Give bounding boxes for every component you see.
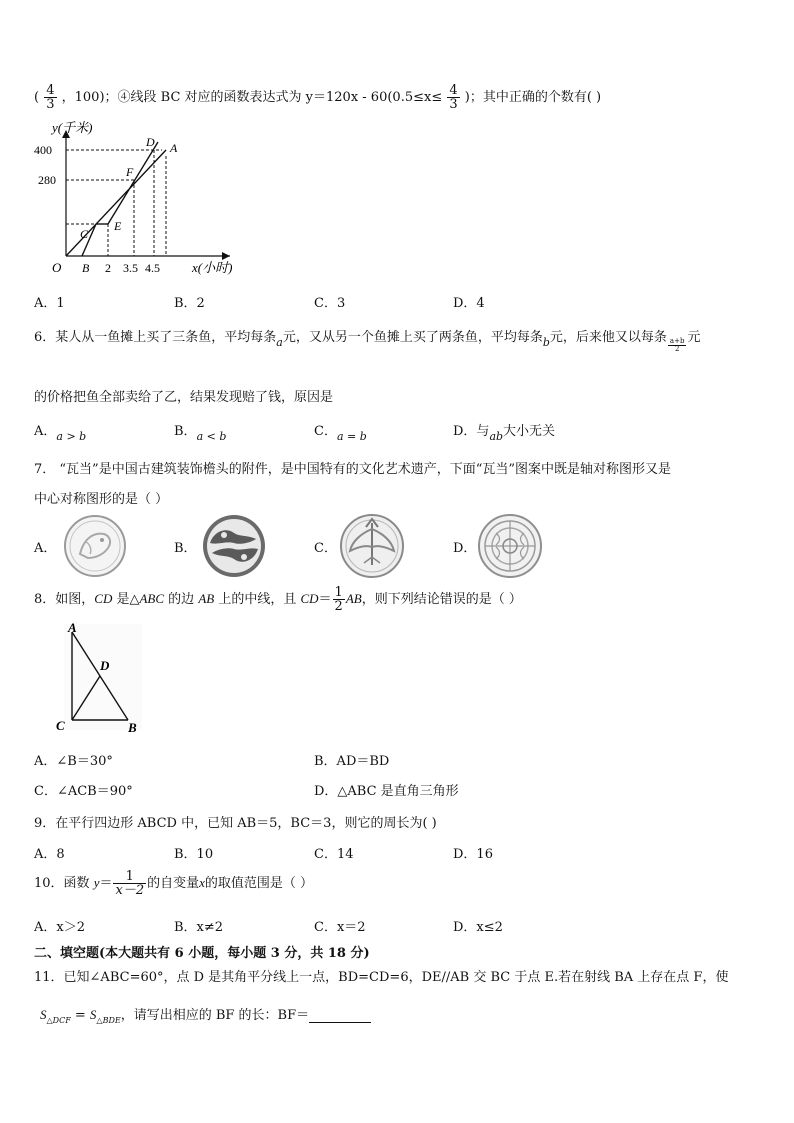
q6-stem-line2: 的价格把鱼全部卖给了乙，结果发现赔了钱，原因是 xyxy=(34,390,334,405)
q7-option-a-label[interactable]: A． xyxy=(34,541,57,556)
q11-stem-line2: $S_{\triangle DCF} = S_{\triangle BDE}$，请写出相应的 BF 的长：BF＝ xyxy=(40,1004,371,1023)
q6-fraction: $\frac{a+b}{2}$ xyxy=(669,337,685,353)
q10-stem: 10．函数 y＝ $\frac{1}{x-2}$ 的自变量x的取值范围是（ ） xyxy=(34,869,314,898)
q8-stem: 8．如图，CD 是△ABC 的边 AB 上的中线，且 CD＝ $\frac{1}{2}$ AB，则下列结论错误的是（ ） xyxy=(34,585,522,614)
x-tick-2: 2 xyxy=(105,261,111,275)
q8-option-b[interactable]: B．AD＝BD xyxy=(314,754,390,769)
q6-option-a[interactable]: A．$_{a > b}$ xyxy=(34,424,87,443)
q10-option-d[interactable]: D．x≤2 xyxy=(453,920,503,935)
q7-tile-b-image[interactable] xyxy=(200,513,268,579)
q9-option-c[interactable]: C．14 xyxy=(314,847,354,862)
q10-option-c[interactable]: C．x＝2 xyxy=(314,920,366,935)
q7-stem-line2: 中心对称图形的是（ ） xyxy=(34,492,169,507)
q7-tile-c-image[interactable] xyxy=(338,513,406,579)
origin-label: O xyxy=(52,260,62,275)
q7-option-b-label[interactable]: B． xyxy=(174,541,197,556)
vertex-B: B xyxy=(128,720,137,735)
q5-stem: ( $\frac{4}{3}$ ，100)；④线段 BC 对应的函数表达式为 y＝120x - 60(0.5≤x≤ $\frac{4}{3}$ )；其中正确的个数有( ) xyxy=(34,83,602,112)
q9-stem: 9．在平行四边形 ABCD 中，已知 AB＝5，BC＝3，则它的周长为( ) xyxy=(34,816,437,831)
q6-option-d[interactable]: D．与$_{ab}$大小无关 xyxy=(453,424,556,443)
q8-fraction: $\frac{1}{2}$ xyxy=(334,585,343,614)
q10-fraction: $\frac{1}{x-2}$ xyxy=(115,869,145,898)
x-tick-4-5: 4.5 xyxy=(145,261,160,275)
q8-triangle-figure xyxy=(50,620,150,738)
x-axis-label: x(小时) xyxy=(192,260,233,275)
vertex-D: D xyxy=(100,658,110,673)
x-tick-B: B xyxy=(82,261,90,275)
point-C: C xyxy=(80,227,89,241)
y-tick-400: 400 xyxy=(34,143,52,157)
q5-fraction-1: $\frac{4}{3}$ xyxy=(46,83,55,112)
point-D: D xyxy=(146,135,155,149)
q5-option-d[interactable]: D．4 xyxy=(453,296,485,311)
q5-fraction-2: $\frac{4}{3}$ xyxy=(449,83,458,112)
q6-option-c[interactable]: C．$_{a = b}$ xyxy=(314,424,367,443)
point-F: F xyxy=(126,165,134,179)
q11-answer-blank[interactable] xyxy=(309,1008,371,1023)
q7-option-d-label[interactable]: D． xyxy=(453,541,477,556)
vertex-A: A xyxy=(68,620,77,635)
y-tick-280: 280 xyxy=(38,173,56,187)
q7-stem-line1: 7． “瓦当”是中国古建筑装饰檐头的附件，是中国特有的文化艺术遗产，下面“瓦当”图案中既是轴对称图形又是 xyxy=(34,462,671,477)
q9-option-d[interactable]: D．16 xyxy=(453,847,493,862)
q6-option-b[interactable]: B．$_{a < b}$ xyxy=(174,424,227,443)
q11-stem-line1: 11．已知∠ABC=60°，点 D 是其角平分线上一点，BD=CD=6，DE//AB 交 BC 于点 E.若在射线 BA 上存在点 F，使 xyxy=(34,970,729,985)
q8-option-d[interactable]: D．△ABC 是直角三角形 xyxy=(314,784,459,799)
q9-option-a[interactable]: A．8 xyxy=(34,847,65,862)
q5-option-a[interactable]: A．1 xyxy=(34,296,65,311)
q5-option-b[interactable]: B．2 xyxy=(174,296,205,311)
x-tick-3-5: 3.5 xyxy=(123,261,138,275)
vertex-C: C xyxy=(56,718,65,733)
q10-option-a[interactable]: A．x＞2 xyxy=(34,920,85,935)
q5-distance-time-graph xyxy=(30,116,270,286)
q9-option-b[interactable]: B．10 xyxy=(174,847,214,862)
q7-tile-d-image[interactable] xyxy=(476,513,544,579)
y-axis-label: y(千米) xyxy=(52,120,93,135)
q10-option-b[interactable]: B．x≠2 xyxy=(174,920,224,935)
point-E: E xyxy=(114,219,122,233)
q7-option-c-label[interactable]: C． xyxy=(314,541,337,556)
line-ED xyxy=(108,142,158,224)
q5-option-c[interactable]: C．3 xyxy=(314,296,346,311)
q6-stem: 6．某人从一鱼摊上买了三条鱼，平均每条$_a$元，又从另一个鱼摊上买了两条鱼，平均每条$_b$元，后来他又以每条 $\frac{a+b}{2}$ 元 xyxy=(34,330,701,353)
q8-option-c[interactable]: C．∠ACB＝90° xyxy=(34,784,133,799)
q8-option-a[interactable]: A．∠B＝30° xyxy=(34,754,113,769)
q7-tile-a-image[interactable] xyxy=(62,514,128,578)
point-A: A xyxy=(170,141,178,155)
section-2-title: 二、填空题(本大题共有 6 小题，每小题 3 分，共 18 分) xyxy=(34,946,370,961)
